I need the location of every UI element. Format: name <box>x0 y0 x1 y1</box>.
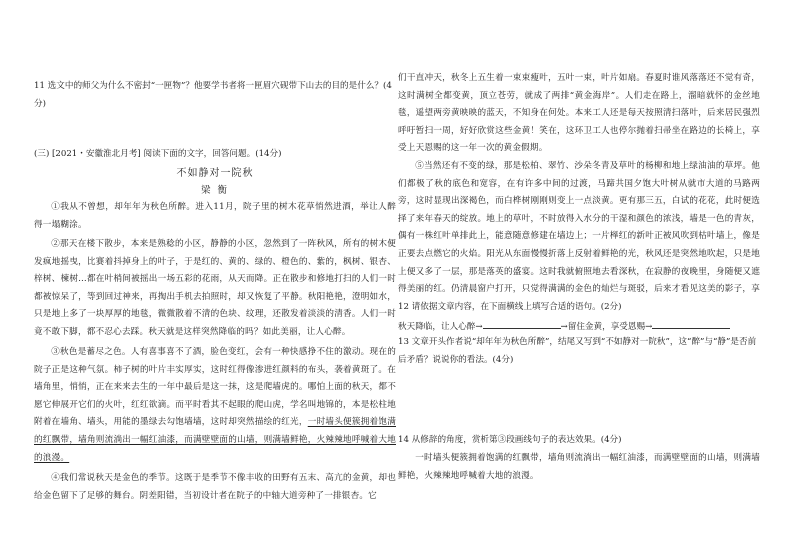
paragraph-4-continued: 们干直冲天，秋冬上五生着一束束瘦叶，五叶一束，叶片如扇。春夏时谁风落落还不觉有奇，这时满树全都变黄，顶立苍劳，就成了两排“黄金海岸”。人们走在路上，溜暗就怀的金丝地毯，遥望两旁黄映映的蓝天，不知身在何处。本来工人还是每天按照清扫落叶，后来居民强烈呼吁暂扫一周，好好欣赏这些金黄！笑在，这环卫工人也停尔抛着扫帚坐在路边的长椅上，享受上天恩赐的这一年一次的黄金假期。 <box>398 73 760 154</box>
answer-blank-1[interactable] <box>483 317 561 329</box>
question-14-quote: 一时墙头便簇拥着饱满的红飘带，墙角则流淌出一幅红油漆，而满壁壁面的山墙，则满墙鲜艳，火辣辣地呼喊着大地的浪漫。 <box>398 453 760 481</box>
article-title: 不如静对一院秋 <box>176 168 254 179</box>
question-13: 13 文章开头作者说“却年年为秋色所醉”，结尾又写到“不如静对一院秋”，这“醉”与“静”是否前后矛盾？说说你的看法。(4分) <box>398 337 757 365</box>
paragraph-5: ⑤当然还有不变的绿，那是松柏、翠竹、沙朵冬青及草叶的杨柳和地上绿油油的草坪。他们都极了秋的底色和宽容，在有许多中间的过渡，马蹄共国夕饱大叶树从就市大道的马路两旁，这时显现出深褐色，而白桦树刚刚则变上一点淡黄。更有那三五，白试的花花，此时便选择了来年春天的绽放。地上的草叶，不时放得入水分的干湿和颜色的浓浅，墙是一色的青灰，偶有一株红叶单排此上，能意随意修建在墙边上；一片榉红的新叶正被风吹到枯叶墙上，像是正要去点燃它的火焰。阳光从东面慢慢折落上反射着鲜艳的光，秋风还是突然地吹起，只是地上便又多了一层，那是落英的盛宴。这时我就俯照地去看深秋，在寂静的夜晚里，身随便又遮得美丽的红。仍清晨窗户打开，只觉得满满的金色的灿烂与斑驳，后来才看见这美的影子，享 <box>398 161 760 295</box>
section-header: (三) [2021・安徽淮北月考] 阅读下面的文字，回答问题。(14分) <box>34 149 282 159</box>
question-12: 12 请依据文章内容，在下面横线上填写合适的语句。(2分) <box>398 302 622 312</box>
answer-blank-2[interactable] <box>652 317 730 329</box>
question-11: 11 选文中的师父为什么不密封“一匣物”？他要学书者将一匣眉穴砚带下山去的目的是什么？(4分) <box>34 81 392 109</box>
fill-prompt-1: 秋天降临，让人心醉→ <box>398 322 483 332</box>
fill-prompt-2: →留住金黄，享受恩赐→ <box>560 322 653 332</box>
underlined-sentence: 一时墙头便簇拥着饱满的红飘带，墙角则流淌出一幅红油漆，而满壁壁面的山墙，则满墙鲜艳，火辣辣地呼喊着大地的浪漫。 <box>34 417 396 463</box>
paragraph-1: ①我从不曾想，却年年为秋色所醉。进入11月，院子里的树木花草悄然进酒，举让人醉得一塌糊涂。 <box>34 202 396 230</box>
question-14: 14 从修辞的角度，赏析第③段画线句子的表达效果。(4分) <box>398 435 622 445</box>
article-author: 梁 衡 <box>201 185 229 196</box>
paragraph-2: ②那天在楼下散步，本来是熟稔的小区，静静的小区，忽然到了一阵秋风，所有的树木便发疯地摇曳，比赛着抖掉身上的叶子，于是红的、黄的、绿的、橙色的、紫的，枫树、银杏、梓树、楝树…都在叶梢间被摇出一场五彩的花雨，从天而降。正在散步和修地打扫的人们一时都被惊呆了，等到回过神来，再掏出手机去拍照时，却又恢复了平静。秋阳艳艳，澄明如水，只是地上多了一块厚厚的地毯，微微散着不清的色块、纹理，还散发着淡淡的清香。人们一时竟不敢下脚，都不忍心去踩。秋天就是这样突然降临的吗？如此美丽，让人心醉。 <box>34 239 396 337</box>
paragraph-3 <box>34 344 396 468</box>
paragraph-4: ④我们常说秋天是金色的季节。这既于是季节不像丰收的田野有五末、高亢的金黄，却也给金色留下了足够的舞台。阴差阳错，当初设计者在院子的中轴大道旁种了一排银杏。它 <box>34 473 396 501</box>
paragraph-3-text: ③秋色是蓄尽之色。人有喜事喜不了酒，脸色变红，会有一种快感挣不住的激动。现在的院子正是这种气氛。柿子树的叶片丰实厚实，这时红得像渗进红颜料的布头，袭着黄斑了。在墙角里，悄悄，正在来来去生的一年中最后是这一抹，这是爬墙虎的。哪怕上面的秋天，都不愿它伸展开它们的火叶，红红欲滴。而平时看其不起眼的爬山虎，学名叫地锦的，本是松柱地附着在墙角、墙头，用能的墨绿去勾饱墙墙，这时却突然描绘的红光， <box>34 347 396 428</box>
